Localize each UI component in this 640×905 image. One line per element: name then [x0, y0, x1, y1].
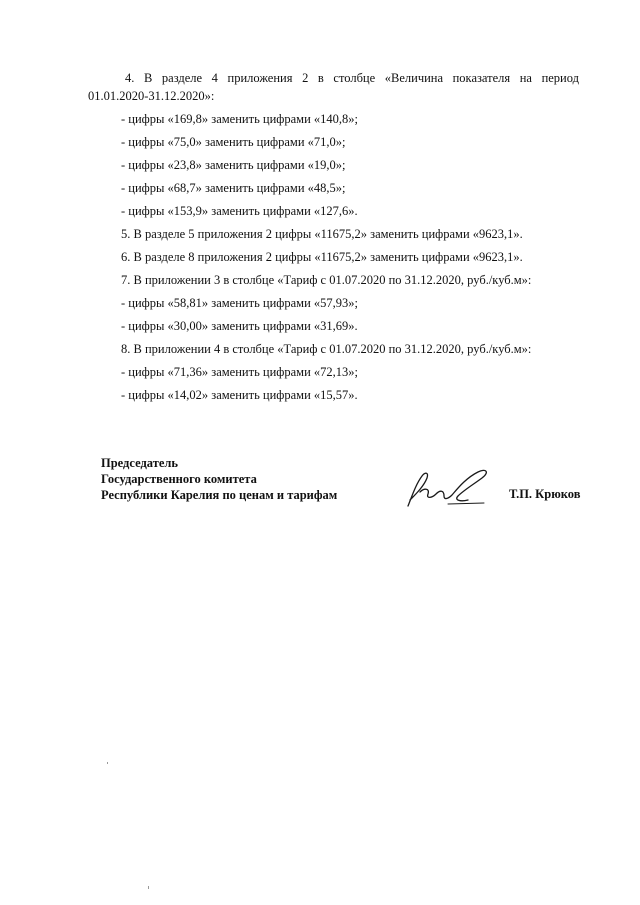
item-5: 5. В разделе 5 приложения 2 цифры «11675,2» заменить цифрами «9623,1». — [121, 227, 523, 241]
signatory-title-line-2: Государственного комитета — [101, 472, 257, 486]
item-4-heading-line-2: 01.01.2020-31.12.2020»: — [88, 89, 215, 103]
item-8-replacement-1: - цифры «71,36» заменить цифрами «72,13»; — [121, 365, 358, 379]
item-7-heading: 7. В приложении 3 в столбце «Тариф с 01.07.2020 по 31.12.2020, руб./куб.м»: — [121, 273, 532, 287]
item-4-replacement-3: - цифры «23,8» заменить цифрами «19,0»; — [121, 158, 346, 172]
signatory-title-line-3: Республики Карелия по ценам и тарифам — [101, 488, 338, 502]
item-4-replacement-5: - цифры «153,9» заменить цифрами «127,6». — [121, 204, 358, 218]
item-4-heading-line-1: 4. В разделе 4 приложения 2 в столбце «Величина показателя на период — [125, 71, 579, 85]
item-4-replacement-1: - цифры «169,8» заменить цифрами «140,8»; — [121, 112, 358, 126]
handwritten-signature — [398, 466, 494, 510]
signatory-title — [101, 455, 337, 503]
item-8-heading: 8. В приложении 4 в столбце «Тариф с 01.07.2020 по 31.12.2020, руб./куб.м»: — [121, 342, 532, 356]
item-4-replacement-4: - цифры «68,7» заменить цифрами «48,5»; — [121, 181, 346, 195]
item-7-replacement-1: - цифры «58,81» заменить цифрами «57,93»; — [121, 296, 358, 310]
item-6: 6. В разделе 8 приложения 2 цифры «11675,2» заменить цифрами «9623,1». — [121, 250, 523, 264]
scan-speck — [107, 762, 108, 764]
item-7-replacement-2: - цифры «30,00» заменить цифрами «31,69». — [121, 319, 358, 333]
scan-speck — [148, 886, 149, 889]
item-8-replacement-2: - цифры «14,02» заменить цифрами «15,57». — [121, 388, 358, 402]
signatory-title-line-1: Председатель — [101, 456, 179, 470]
item-4-replacement-2: - цифры «75,0» заменить цифрами «71,0»; — [121, 135, 346, 149]
signer-name: Т.П. Крюков — [509, 487, 581, 501]
